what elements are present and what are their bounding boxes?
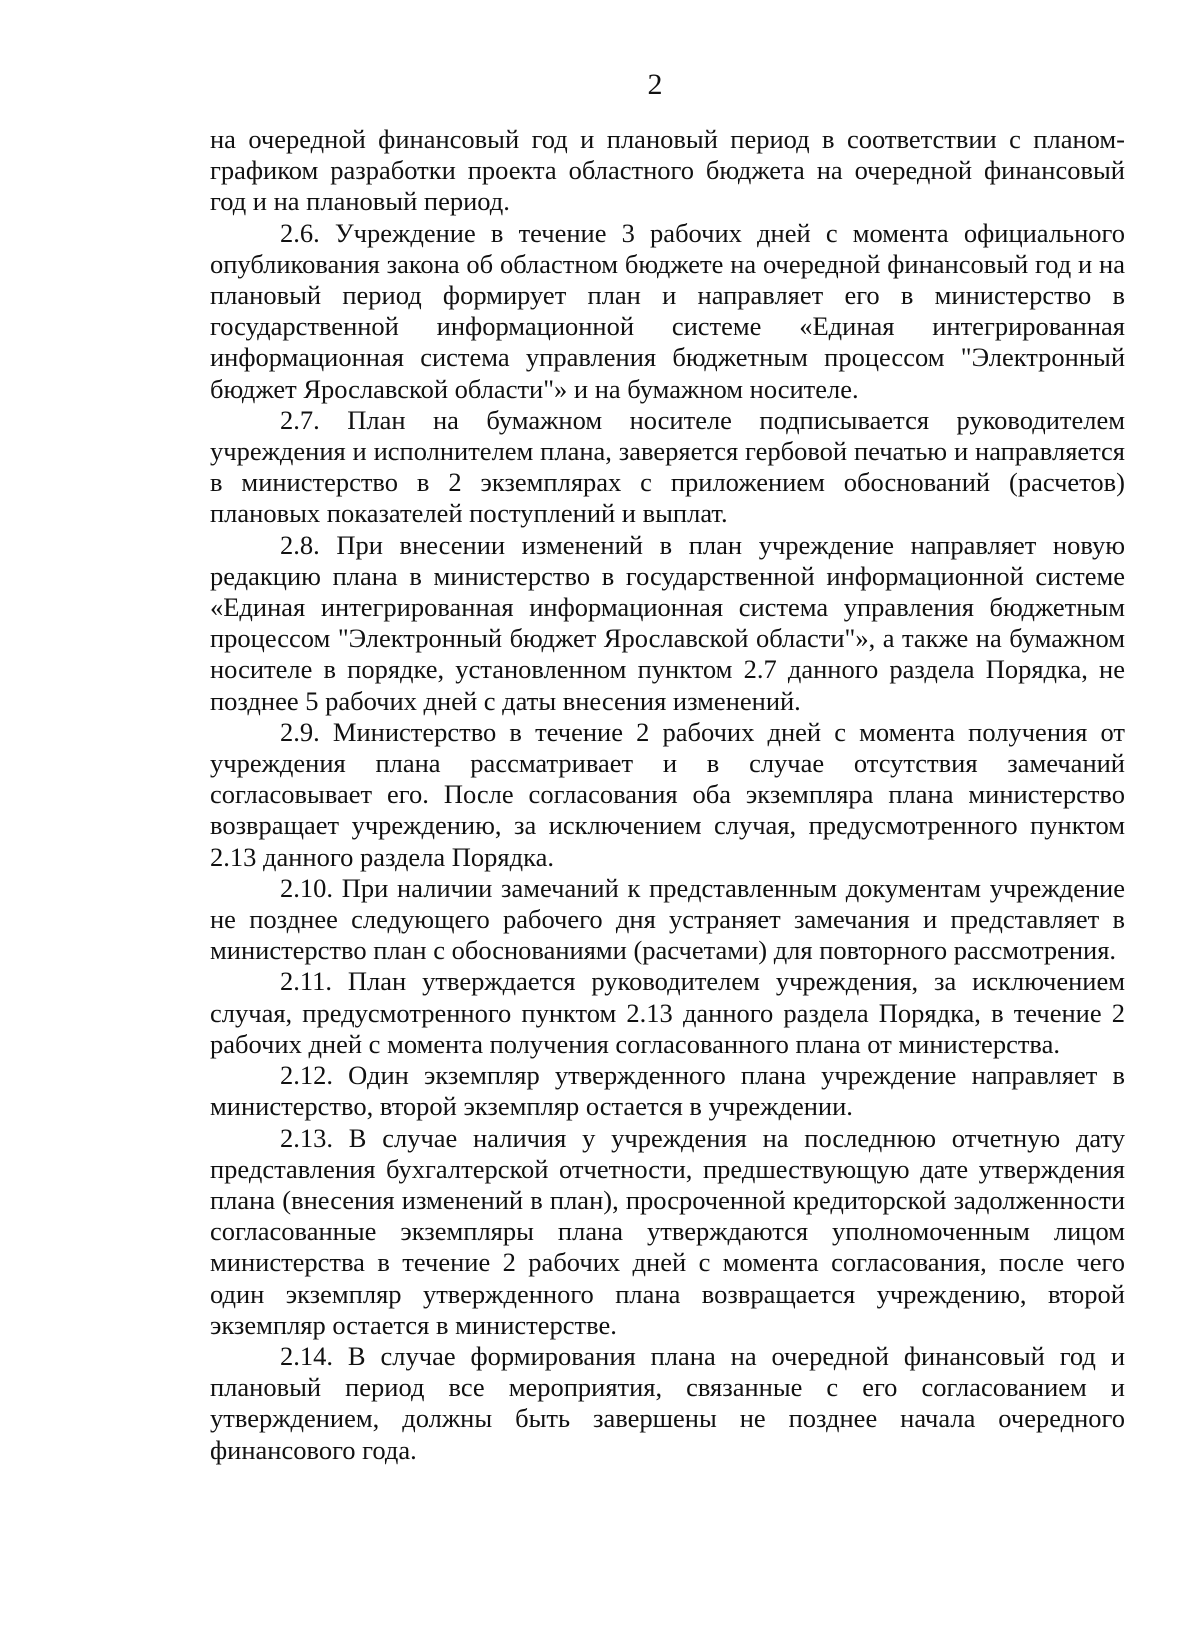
page-number: 2	[647, 68, 663, 101]
paragraph-2-14: 2.14. В случае формирования плана на очередной финансовый год и плановый период все мероприятия, связанные с его согласованием и утверждением, должны быть завершены не позднее начала очередного финансового года.	[210, 1340, 1125, 1465]
paragraph-2-7: 2.7. План на бумажном носителе подписывается руководителем учреждения и исполнителем плана, заверяется гербовой печатью и направляется в министерство в 2 экземплярах с приложением обоснований (расчетов) плановых показателей поступлений и выплат.	[210, 404, 1125, 529]
paragraph-continuation: на очередной финансовый год и плановый период в соответствии с планом-графиком разработки проекта областного бюджета на очередной финансовый год и на плановый период.	[210, 124, 1125, 217]
document-body	[210, 124, 1125, 1466]
paragraph-2-10: 2.10. При наличии замечаний к представленным документам учреждение не позднее следующего рабочего дня устраняет замечания и представляет в министерство план с обоснованиями (расчетами) для повторного рассмотрения.	[210, 872, 1125, 966]
paragraph-2-6: 2.6. Учреждение в течение 3 рабочих дней с момента официального опубликования закона об областном бюджете на очередной финансовый год и на плановый период формирует план и направляет его в министерство в государственной информационной системе «Единая интегрированная информационная система управления бюджетным процессом "Электронный бюджет Ярославской области"» и на бумажном носителе.	[210, 217, 1125, 404]
paragraph-2-9: 2.9. Министерство в течение 2 рабочих дней с момента получения от учреждения плана рассматривает и в случае отсутствия замечаний согласовывает его. После согласования оба экземпляра плана министерство возвращает учреждению, за исключением случая, предусмотренного пунктом 2.13 данного раздела Порядка.	[210, 716, 1125, 872]
paragraph-2-8: 2.8. При внесении изменений в план учреждение направляет новую редакцию плана в министерство в государственной информационной системе «Единая интегрированная информационная система управления бюджетным процессом "Электронный бюджет Ярославской области"», а также на бумажном носителе в порядке, установленном пунктом 2.7 данного раздела Порядка, не позднее 5 рабочих дней с даты внесения изменений.	[210, 529, 1125, 716]
paragraph-2-13: 2.13. В случае наличия у учреждения на последнюю отчетную дату представления бухгалтерской отчетности, предшествующую дате утверждения плана (внесения изменений в план), просроченной кредиторской задолженности согласованные экземпляры плана утверждаются уполномоченным лицом министерства в течение 2 рабочих дней с момента согласования, после чего один экземпляр утвержденного плана возвращается учреждению, второй экземпляр остается в министерстве.	[210, 1122, 1125, 1340]
paragraph-2-12: 2.12. Один экземпляр утвержденного плана учреждение направляет в министерство, второй экземпляр остается в учреждении.	[210, 1060, 1125, 1122]
paragraph-2-11: 2.11. План утверждается руководителем учреждения, за исключением случая, предусмотренного пунктом 2.13 данного раздела Порядка, в течение 2 рабочих дней с момента получения согласованного плана от министерства.	[210, 966, 1125, 1059]
